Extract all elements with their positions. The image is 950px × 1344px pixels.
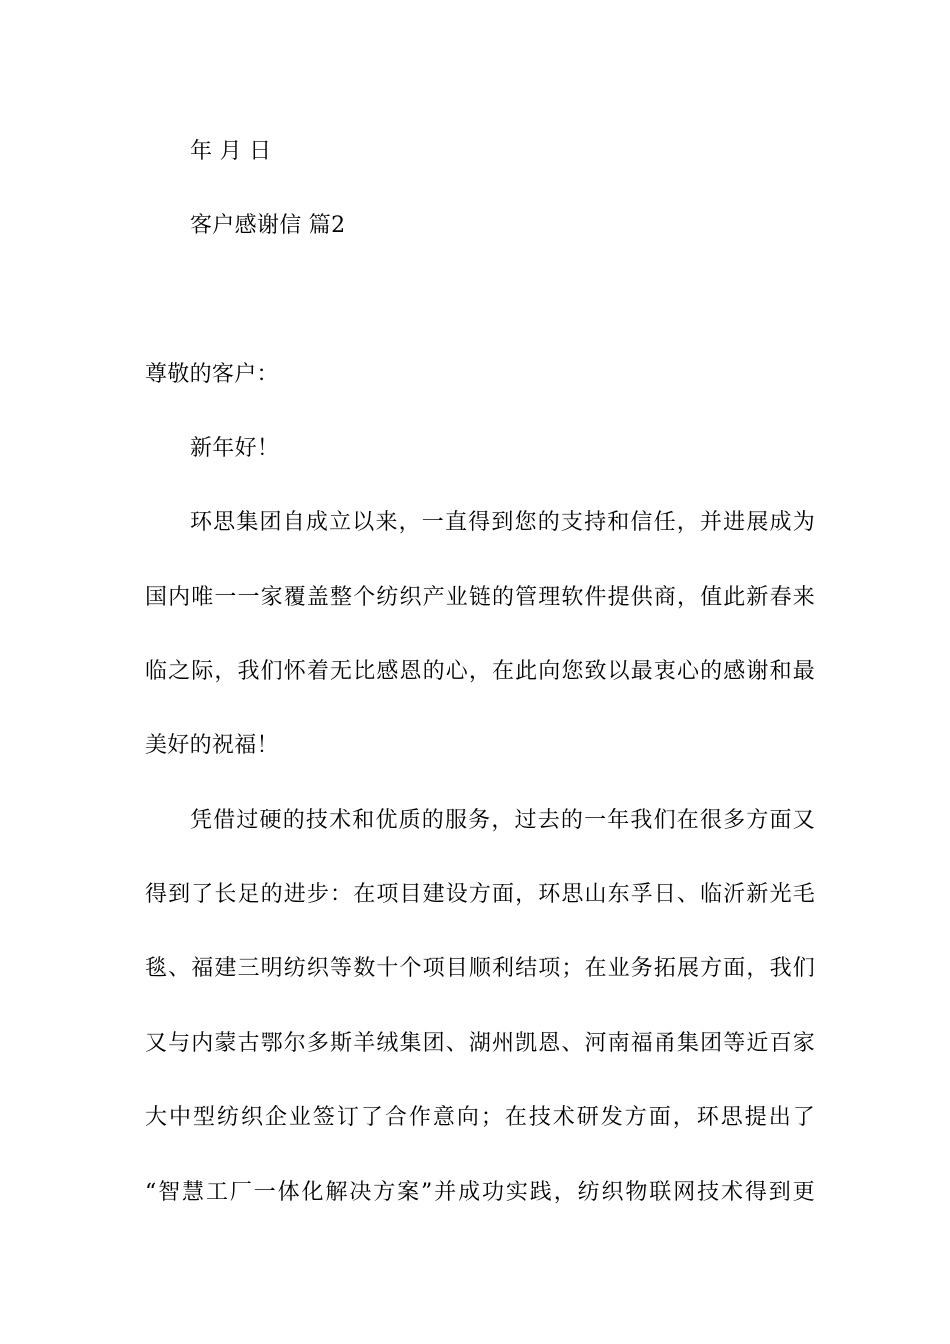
paragraph2-line-2: 得到了长足的进步：在项目建设方面，环思山东孚日、临沂新光毛 (145, 882, 815, 907)
greeting: 新年好！ (190, 436, 280, 461)
date-line: 年 月 日 (190, 139, 272, 164)
paragraph2-line-4: 又与内蒙古鄂尔多斯羊绒集团、湖州凯恩、河南福甬集团等近百家 (145, 1031, 815, 1056)
paragraph2-line-1: 凭借过硬的技术和优质的服务，过去的一年我们在很多方面又 (190, 808, 815, 833)
paragraph1-line-4: 美好的祝福！ (145, 733, 279, 758)
paragraph1-line-1: 环思集团自成立以来，一直得到您的支持和信任，并进展成为 (190, 510, 815, 535)
salutation: 尊敬的客户： (145, 362, 279, 387)
paragraph2-line-6: “智慧工厂一体化解决方案”并成功实践，纺织物联网技术得到更 (145, 1180, 815, 1205)
paragraph2-line-3: 毯、福建三明纺织等数十个项目顺利结项；在业务拓展方面，我们 (145, 956, 815, 981)
paragraph2-line-5: 大中型纺织企业签订了合作意向；在技术研发方面，环思提出了 (145, 1105, 815, 1130)
letter-heading: 客户感谢信 篇2 (190, 213, 346, 238)
paragraph1-line-3: 临之际，我们怀着无比感恩的心，在此向您致以最衷心的感谢和最 (145, 659, 815, 684)
paragraph1-line-2: 国内唯一一家覆盖整个纺织产业链的管理软件提供商，值此新春来 (145, 585, 815, 610)
